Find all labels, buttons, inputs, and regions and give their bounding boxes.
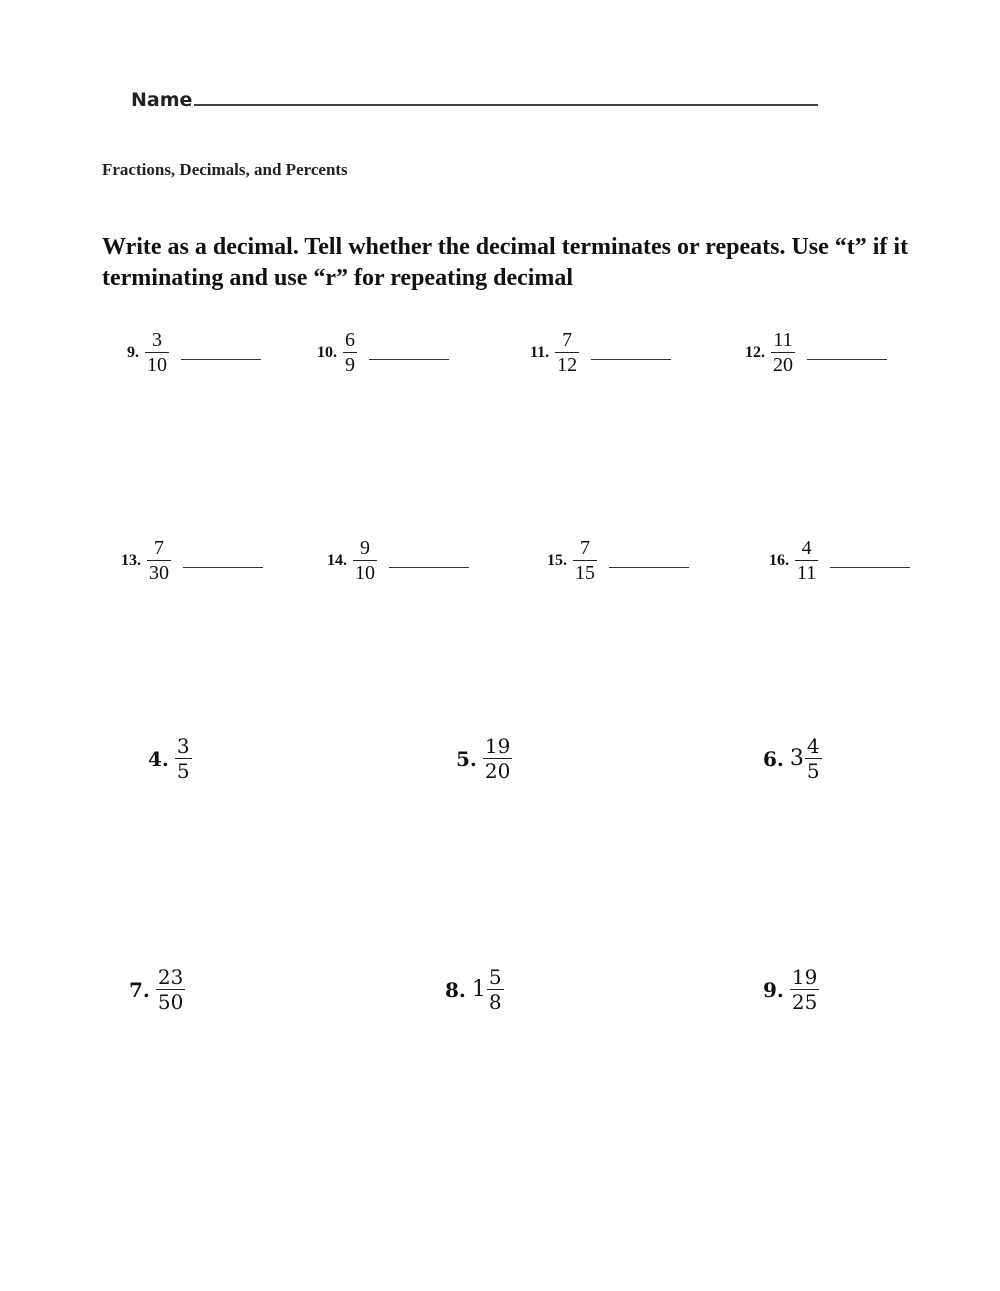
answer-blank[interactable]	[609, 567, 689, 568]
problem-9a	[127, 330, 261, 375]
problem-14	[327, 538, 469, 583]
denominator: 20	[773, 354, 793, 376]
numerator: 6	[345, 329, 355, 351]
instructions: Write as a decimal. Tell whether the decimal terminates or repeats. Use “t” if it terminating and use “r” for repeating decimal	[102, 234, 909, 291]
denominator: 8	[488, 990, 502, 1014]
worksheet-subtitle: Fractions, Decimals, and Percents	[102, 160, 348, 179]
numerator: 19	[484, 734, 511, 758]
problem-number: 5.	[456, 746, 477, 771]
numerator: 4	[801, 537, 812, 559]
fraction	[175, 736, 192, 781]
answer-blank[interactable]	[369, 359, 449, 360]
name-field[interactable]	[194, 104, 818, 106]
problem-5	[456, 736, 512, 781]
numerator: 11	[773, 329, 793, 351]
denominator: 5	[176, 759, 190, 783]
answer-blank[interactable]	[807, 359, 887, 360]
numerator: 3	[152, 329, 162, 351]
denominator: 11	[797, 562, 817, 584]
problem-number: 13.	[121, 551, 141, 569]
problem-number: 14.	[327, 551, 347, 569]
problem-number: 8.	[445, 977, 466, 1002]
fraction	[147, 538, 171, 583]
fraction	[771, 330, 795, 375]
problem-9b	[763, 967, 819, 1012]
problem-8	[445, 967, 504, 1012]
problem-11	[530, 330, 671, 375]
numerator: 3	[176, 734, 190, 758]
denominator: 30	[149, 562, 169, 584]
name-label: Name	[131, 89, 193, 111]
numerator: 9	[360, 537, 370, 559]
whole-number: 3	[789, 746, 804, 771]
problem-16	[769, 538, 910, 583]
problem-7	[129, 967, 185, 1012]
denominator: 20	[484, 759, 511, 783]
problem-10	[317, 330, 449, 375]
numerator: 7	[154, 537, 164, 559]
answer-blank[interactable]	[389, 567, 469, 568]
fraction	[483, 736, 512, 781]
denominator: 15	[575, 562, 595, 584]
fraction	[805, 736, 822, 781]
numerator: 7	[562, 329, 573, 351]
problem-13	[121, 538, 263, 583]
problem-number: 4.	[148, 746, 169, 771]
denominator: 5	[806, 759, 820, 783]
problem-number: 11.	[530, 343, 550, 361]
answer-blank[interactable]	[591, 359, 671, 360]
fraction	[145, 330, 169, 375]
denominator: 10	[355, 562, 375, 584]
problem-number: 16.	[769, 551, 789, 569]
answer-blank[interactable]	[830, 567, 910, 568]
problem-number: 6.	[763, 746, 784, 771]
fraction	[555, 330, 579, 375]
problem-number: 15.	[547, 551, 567, 569]
fraction	[790, 967, 819, 1012]
numerator: 7	[580, 537, 590, 559]
fraction	[343, 330, 357, 375]
answer-blank[interactable]	[181, 359, 261, 360]
problem-number: 12.	[745, 343, 765, 361]
fraction	[353, 538, 377, 583]
problem-15	[547, 538, 689, 583]
numerator: 23	[157, 965, 184, 989]
fraction	[156, 967, 185, 1012]
denominator: 50	[157, 990, 184, 1014]
answer-blank[interactable]	[183, 567, 263, 568]
problem-6	[763, 736, 822, 781]
fraction	[573, 538, 597, 583]
whole-number: 1	[471, 977, 486, 1002]
denominator: 9	[345, 354, 355, 376]
denominator: 10	[147, 354, 167, 376]
numerator: 4	[806, 734, 820, 758]
numerator: 19	[791, 965, 818, 989]
problem-4	[148, 736, 192, 781]
denominator: 12	[557, 354, 578, 376]
fraction	[795, 538, 818, 583]
denominator: 25	[791, 990, 818, 1014]
numerator: 5	[488, 965, 502, 989]
problem-12	[745, 330, 887, 375]
problem-number: 9.	[763, 977, 784, 1002]
fraction	[487, 967, 504, 1012]
problem-number: 7.	[129, 977, 150, 1002]
problem-number: 9.	[127, 343, 139, 361]
problem-number: 10.	[317, 343, 337, 361]
